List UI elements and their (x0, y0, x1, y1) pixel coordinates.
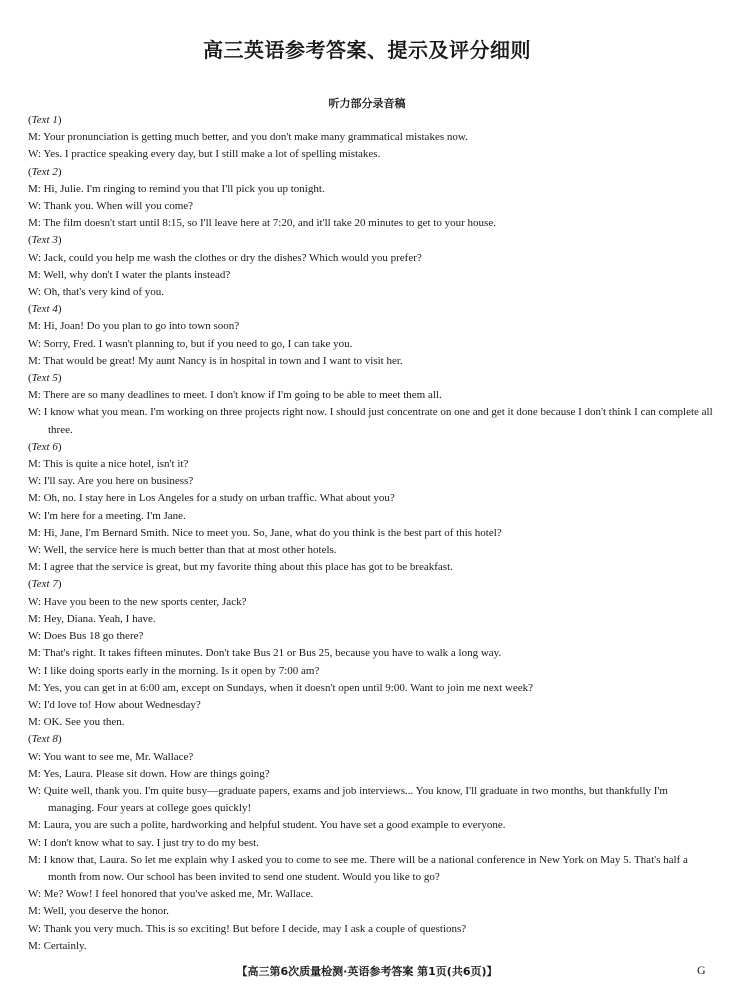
text-section-label: (Text 8) (28, 733, 62, 746)
transcript (28, 112, 714, 955)
text-section-label: (Text 2) (28, 165, 62, 178)
dialogue-line: M: I know that, Laura. So let me explain why I asked you to come to see me. There will be a national conference in New York on May 5. That's half a month from now. Our school has been invited to send one student. Would you like to go? (28, 853, 688, 883)
text-section-label-text: Text 7 (31, 578, 58, 591)
text-section-label: (Text 1) (28, 114, 62, 126)
dialogue-line: W: Well, the service here is much better than that at most other hotels. (28, 544, 337, 557)
dialogue-line: W: I like doing sports early in the morning. Is it open by 7:00 am? (28, 664, 320, 677)
dialogue-line: M: Hi, Joan! Do you plan to go into town soon? (28, 320, 240, 333)
dialogue-line: M: There are so many deadlines to meet. I don't know if I'm going to be able to meet them all. (28, 389, 442, 402)
dialogue-line: M: Hi, Julie. I'm ringing to remind you that I'll pick you up tonight. (28, 182, 325, 195)
text-section-label-text: Text 5 (31, 372, 58, 385)
paper-version-code: G (697, 963, 706, 977)
dialogue-line: W: Yes. I practice speaking every day, but I still make a lot of spelling mistakes. (28, 148, 381, 161)
dialogue-line: M: Laura, you are such a polite, hardworking and helpful student. You have set a good example to everyone. (28, 819, 506, 832)
text-section-label-text: Text 4 (31, 303, 58, 316)
text-section-label: (Text 6) (28, 440, 62, 453)
dialogue-line: M: The film doesn't start until 8:15, so I'll leave here at 7:20, and it'll take 20 minutes to get to your house. (28, 217, 496, 230)
dialogue-line: M: OK. See you then. (28, 716, 125, 729)
text-section-label-text: Text 3 (31, 234, 58, 247)
dialogue-line: M: Your pronunciation is getting much better, and you don't make many grammatical mistakes now. (28, 131, 468, 144)
text-section-label: (Text 4) (28, 303, 62, 316)
dialogue-line: M: Well, you deserve the honor. (28, 905, 169, 918)
dialogue-line: M: Oh, no. I stay here in Los Angeles for a study on urban traffic. What about you? (28, 492, 395, 505)
text-section-label-text: Text 1 (31, 114, 58, 126)
dialogue-line: W: Sorry, Fred. I wasn't planning to, but if you need to go, I can take you. (28, 337, 353, 350)
page-title: 高三英语参考答案、提示及评分细则 (203, 38, 531, 62)
dialogue-line: M: Yes, Laura. Please sit down. How are things going? (28, 767, 270, 780)
dialogue-line: M: That would be great! My aunt Nancy is in hospital in town and I want to visit her. (28, 354, 403, 367)
dialogue-line: W: I know what you mean. I'm working on three projects right now. I should just concentrate on one and get it done because I don't think I can complete all three. (28, 406, 713, 436)
dialogue-line: M: Hi, Jane, I'm Bernard Smith. Nice to meet you. So, Jane, what do you think is the best part of this hotel? (28, 526, 502, 539)
dialogue-line: W: Jack, could you help me wash the clothes or dry the dishes? Which would you prefer? (28, 251, 422, 264)
dialogue-line: W: I'm here for a meeting. I'm Jane. (28, 509, 186, 522)
dialogue-line: W: Me? Wow! I feel honored that you've asked me, Mr. Wallace. (28, 888, 314, 901)
text-section-label-text: Text 8 (31, 733, 58, 746)
dialogue-line: M: I agree that the service is great, but my favorite thing about this place has got to be breakfast. (28, 561, 453, 574)
dialogue-line: M: That's right. It takes fifteen minutes. Don't take Bus 21 or Bus 25, because you have to walk a long way. (28, 647, 502, 660)
dialogue-line: W: Thank you very much. This is so exciting! But before I decide, may I ask a couple of questions? (28, 922, 467, 935)
dialogue-line: W: Does Bus 18 go there? (28, 630, 144, 643)
dialogue-line: M: Well, why don't I water the plants instead? (28, 268, 231, 281)
text-section-label-text: Text 2 (31, 165, 58, 178)
text-section-label: (Text 3) (28, 234, 62, 247)
dialogue-line: W: I'd love to! How about Wednesday? (28, 698, 201, 711)
dialogue-line: M: This is quite a nice hotel, isn't it? (28, 458, 189, 471)
dialogue-line: W: I don't know what to say. I just try to do my best. (28, 836, 259, 849)
dialogue-line: W: Thank you. When will you come? (28, 200, 194, 213)
dialogue-line: M: Yes, you can get in at 6:00 am, except on Sundays, when it doesn't open until 9:00. Want to join me next week? (28, 681, 533, 694)
text-section-label: (Text 7) (28, 578, 62, 591)
dialogue-line: M: Certainly. (28, 939, 87, 952)
dialogue-line: M: Hey, Diana. Yeah, I have. (28, 612, 156, 625)
text-section-label-text: Text 6 (31, 440, 58, 453)
dialogue-line: W: Oh, that's very kind of you. (28, 286, 164, 299)
section-subtitle: 听力部分录音稿 (328, 97, 406, 110)
dialogue-line: W: Quite well, thank you. I'm quite busy—graduate papers, exams and job interviews... You know, I'll graduate in two months, but thankfully I'm managing. Four years at college goes quickly! (28, 784, 668, 815)
page-footer: 【高三第6次质量检测·英语参考答案 第1页(共6页)】 (236, 965, 498, 978)
dialogue-line: W: You want to see me, Mr. Wallace? (28, 750, 194, 763)
dialogue-line: W: I'll say. Are you here on business? (28, 475, 194, 488)
dialogue-line: W: Have you been to the new sports center, Jack? (28, 595, 247, 608)
text-section-label: (Text 5) (28, 372, 62, 385)
